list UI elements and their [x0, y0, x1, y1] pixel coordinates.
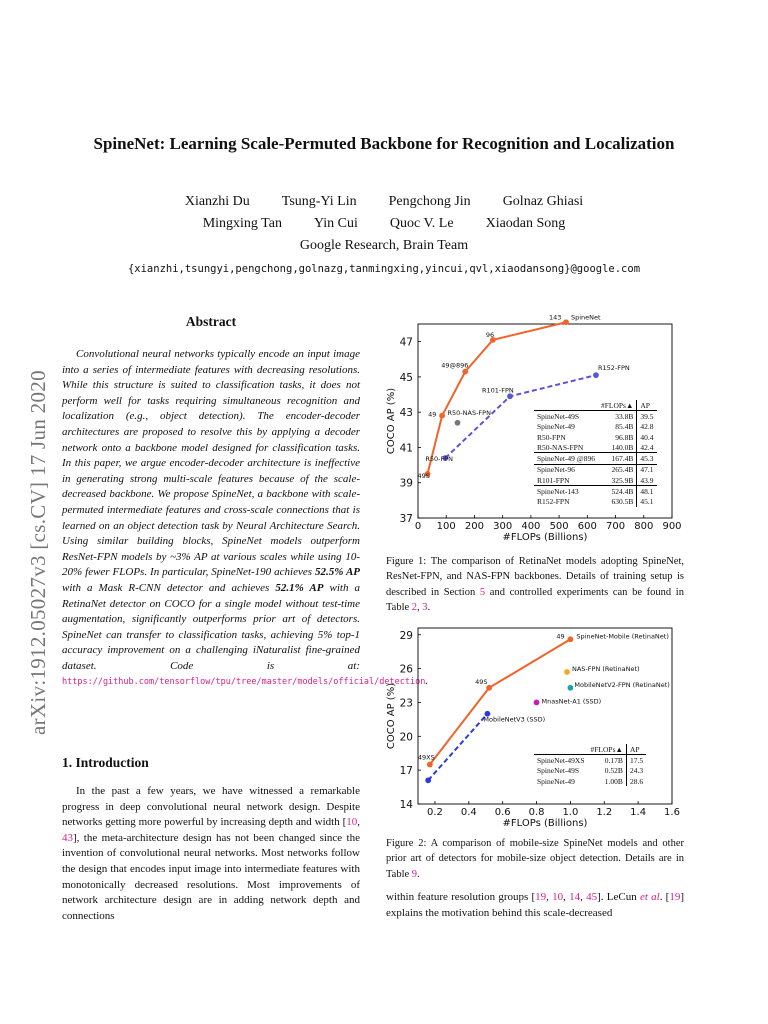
body-text: , [563, 891, 570, 903]
y-tick-label: 37 [399, 513, 413, 525]
table-header-cell [534, 744, 588, 755]
code-link[interactable]: https://github.com/tensorflow/tpu/tree/master/models/official/detection [62, 677, 426, 688]
author: Quoc V. Le [389, 216, 454, 231]
table-cell: 47.1 [637, 464, 657, 475]
x-tick-label: 1.4 [630, 807, 647, 818]
table-cell: 265.4B [598, 464, 637, 475]
y-tick-label: 23 [399, 697, 413, 710]
body-text: , [580, 891, 587, 903]
caption-text: and controlled experiments can be found in Table [386, 586, 684, 614]
author: Pengchong Jin [388, 194, 471, 209]
table-header-cell: AP [637, 400, 657, 411]
table-header-cell: AP [626, 744, 646, 755]
data-point [455, 420, 461, 426]
abstract-highlight: 52.1% AP [275, 581, 324, 594]
table-cell: 45.1 [637, 497, 657, 507]
table-row [534, 486, 657, 497]
caption-text: . [417, 868, 420, 880]
data-point [563, 319, 569, 325]
body-text-column-2 [386, 890, 684, 921]
table-row [534, 497, 657, 507]
table-cell: 0.17B [604, 755, 623, 765]
table-cell: 96.8B [615, 432, 634, 442]
table-cell: 33.8B [615, 411, 634, 421]
x-tick-label: 0 [414, 521, 422, 532]
author: Yin Cui [313, 216, 358, 231]
table-row [534, 776, 646, 786]
arxiv-identifier: arXiv:1912.05027v3 [cs.CV] 17 Jun 2020 [26, 370, 50, 735]
table-header-row [534, 400, 657, 411]
author: Mingxing Tan [202, 216, 282, 231]
table-cell: 17.5 [626, 755, 646, 766]
table-cell: R50-FPN [537, 432, 566, 442]
author-emails: {xianzhi,tsungyi,pengchong,golnazg,tanmingxing,yincui,qvl,xiaodansong}@google.com [127, 263, 641, 275]
point-label: 96 [485, 330, 495, 339]
author: Xianzhi Du [184, 194, 250, 209]
y-tick-label: 41 [399, 442, 413, 455]
table-cell: R50-NAS-FPN [537, 442, 584, 452]
x-tick-label: 100 [436, 521, 456, 532]
table-cell: 0.52B [604, 766, 623, 776]
table-cell: 42.8 [637, 422, 657, 432]
y-axis-label: COCO AP (%) [386, 682, 397, 750]
point-label: MobileNetV2-FPN (RetinaNet) [574, 680, 670, 689]
data-point [425, 777, 431, 783]
x-tick-label: 1.2 [596, 807, 613, 818]
point-label: R152-FPN [597, 364, 630, 373]
y-tick-label: 39 [399, 477, 413, 490]
figure-1-caption [386, 554, 684, 616]
intro-body [62, 784, 360, 924]
table-cell: 45.3 [637, 453, 657, 464]
figure-2-chart [380, 622, 690, 829]
abstract-highlight: 52.5% AP [314, 566, 360, 579]
table-header-row [534, 744, 646, 755]
author: Xiaodan Song [485, 216, 566, 231]
citation-link[interactable]: 19 [535, 891, 547, 903]
y-tick-label: 45 [399, 371, 413, 384]
abstract-text: with a RetinaNet detector on COCO for a single model without test-time augmentation, significantly outperforms prior art of detectors. SpineNet can transfer to classification tasks, achieving 5% top-1 accuracy improvement on a challenging iNaturalist fine-grained dataset. Code is at: [62, 581, 360, 672]
intro-text: In the past a few years, we have witnessed a remarkable progress in deep convolutional neural network design. Despite networks getting more powerful by increasing depth and width [ [62, 785, 360, 829]
table-row [534, 464, 657, 475]
body-text: ] explains the motivation behind this scale-decreased [386, 891, 685, 919]
figure-2-table [534, 744, 646, 786]
table-cell: R101-FPN [537, 475, 570, 485]
point-label: MnasNet-A1 (SSD) [541, 697, 602, 706]
point-label: R101-FPN [481, 386, 514, 395]
abstract-text: . [425, 675, 429, 688]
abstract-text: with a Mask R-CNN detector and achieves [62, 581, 276, 594]
paper-title: SpineNet: Learning Scale-Permuted Backbone for Recognition and Localization [93, 134, 675, 153]
point-label: NAS-FPN (RetinaNet) [572, 665, 640, 673]
table-cell: 40.4 [637, 432, 657, 442]
y-tick-label: 26 [399, 663, 413, 676]
point-label: MobileNetV3 (SSD) [483, 715, 546, 724]
series-name-label: SpineNet-Mobile (RetinaNet) [576, 632, 669, 641]
point-label: 143 [548, 313, 562, 322]
data-point [534, 700, 540, 706]
citation-link[interactable]: 45 [586, 891, 598, 903]
author: Golnaz Ghiasi [502, 194, 584, 209]
table-cell: 39.5 [637, 411, 657, 422]
table-cell: SpineNet-49S [537, 411, 580, 421]
y-tick-label: 29 [399, 629, 413, 642]
table-row [534, 422, 657, 432]
table-cell: 43.9 [637, 475, 657, 486]
table-cell: 524.4B [598, 486, 637, 497]
author: Tsung-Yi Lin [281, 194, 357, 209]
citation-link[interactable]: 14 [569, 891, 581, 903]
intro-text: , [357, 816, 360, 829]
y-tick-label: 43 [399, 407, 413, 420]
table-cell: 28.6 [626, 776, 646, 786]
table-ref-link[interactable]: 2 [411, 602, 418, 614]
x-tick-label: 0.2 [426, 807, 443, 818]
figure-2-caption [386, 836, 684, 882]
x-tick-label: 500 [549, 521, 569, 532]
table-row [534, 432, 657, 442]
x-tick-label: 0.8 [528, 807, 545, 818]
x-tick-label: 400 [521, 521, 541, 532]
x-axis-label: #FLOPs (Billions) [502, 818, 588, 829]
y-tick-label: 17 [399, 765, 413, 778]
table-row [534, 766, 646, 776]
citation-link[interactable]: 10 [552, 891, 564, 903]
table-header-cell: #FLOPs▲ [598, 400, 637, 411]
point-label: 49@896 [441, 361, 469, 370]
authors-row-1 [0, 194, 768, 210]
table-row [534, 475, 657, 486]
x-tick-label: 700 [606, 521, 626, 532]
table-cell: 325.9B [611, 475, 634, 485]
point-label: 49S [475, 677, 488, 686]
table-header-cell: #FLOPs▲ [588, 744, 627, 755]
y-tick-label: 14 [399, 799, 413, 811]
table-cell: 1.00B [604, 776, 623, 786]
table-header-cell [534, 400, 598, 411]
y-tick-label: 20 [399, 731, 413, 744]
table-row [534, 442, 657, 453]
section-heading-introduction: 1. Introduction [62, 755, 149, 770]
y-tick-label: 47 [399, 336, 413, 349]
x-tick-label: 1.0 [562, 807, 579, 818]
table-cell: 48.1 [637, 486, 657, 497]
citation-link[interactable]: et al [639, 891, 660, 903]
point-label: R50-NAS-FPN [447, 408, 491, 417]
affiliation: Google Research, Brain Team [299, 238, 469, 253]
table-cell: 42.4 [637, 442, 657, 453]
table-cell: SpineNet-143 [534, 486, 598, 497]
table-cell: 167.4B [598, 453, 637, 464]
body-text: . [ [659, 891, 670, 903]
point-label: 49 [556, 632, 565, 641]
caption-text: Figure 1: The comparison of RetinaNet models adopting SpineNet, ResNet-FPN, and NAS-FPN backbones. Details of training setup is described in Section [386, 556, 684, 598]
caption-text: Figure 2: A comparison of mobile-size SpineNet models and other prior art of detectors for mobile-size object detection. Details are in Table [386, 838, 684, 880]
table-cell: SpineNet-49 @896 [534, 453, 598, 464]
x-tick-label: 0.6 [494, 807, 511, 818]
point-label: 49XS [417, 753, 435, 762]
table-cell: SpineNet-49XS [537, 755, 585, 765]
table-ref-link[interactable]: 9 [411, 868, 418, 880]
table-row [534, 453, 657, 464]
y-axis-label: COCO AP (%) [386, 387, 397, 455]
data-point [439, 413, 445, 419]
series-line [428, 714, 487, 781]
x-tick-label: 600 [577, 521, 597, 532]
x-tick-label: 300 [493, 521, 513, 532]
figure-1-table [534, 400, 657, 507]
data-point [564, 669, 570, 675]
table-ref-link[interactable]: 3 [422, 602, 428, 614]
citation-link[interactable]: 43 [62, 831, 73, 844]
data-point [593, 372, 599, 378]
table-cell: 85.4B [615, 422, 634, 432]
table-row [534, 411, 657, 422]
body-text: , [546, 891, 553, 903]
caption-text: , [417, 602, 423, 614]
table-cell: SpineNet-49S [537, 766, 580, 776]
x-tick-label: 200 [464, 521, 484, 532]
x-axis-label: #FLOPs (Billions) [502, 532, 588, 543]
point-label: 49 [428, 410, 437, 419]
caption-text: . [427, 602, 431, 614]
table-cell: 24.3 [626, 766, 646, 776]
authors-row-2 [0, 216, 768, 232]
data-point [568, 636, 574, 642]
body-text: ]. LeCun [597, 891, 640, 903]
x-tick-label: 800 [634, 521, 654, 532]
x-tick-label: 0.4 [460, 807, 477, 818]
series-name-label: SpineNet [570, 313, 601, 322]
abstract-heading: Abstract [185, 314, 237, 329]
body-text: within feature resolution groups [ [386, 891, 536, 903]
citation-link[interactable]: 19 [669, 891, 681, 903]
point-label: R50-FPN [425, 455, 453, 464]
table-cell: SpineNet-49 [537, 776, 575, 786]
x-tick-label: 900 [662, 521, 682, 532]
table-row [534, 755, 646, 766]
data-point [568, 685, 574, 691]
table-cell: SpineNet-49 [537, 422, 575, 432]
intro-text: ], the meta-architecture design has not been changed since the invention of convolutional neural networks. Most networks follow the design that encodes input image into intermediate features with monotonically decreased resolutions. Most improvements of network architecture design are in adding network depth and connections [62, 831, 360, 922]
x-tick-label: 1.6 [664, 807, 680, 818]
table-cell: R152-FPN [537, 497, 570, 507]
data-point [427, 762, 433, 768]
abstract-text: Convolutional neural networks typically encode an input image into a series of intermediate features with decreasing resolutions. While this structure is suited to classification tasks, it does not perform well for tasks requiring simultaneous recognition and localization (e.g., object detection). The encoder-decoder architectures are proposed to resolve this by applying a decoder network onto a backbone model designed for classification tasks. In this paper, we argue encoder-decoder architecture is ineffective in generating strong multi-scale features because of the scale-decreased backbone. We propose SpineNet, a backbone with scale-permuted intermediate features and cross-scale connections that is learned on an object detection task by Neural Architecture Search. Using similar building blocks, SpineNet models outperform ResNet-FPN models by ~3% AP at various scales while using 10-20% fewer FLOPs. In particular, SpineNet-190 achieves [62, 348, 360, 579]
table-cell: 630.5B [611, 497, 634, 507]
table-cell: 140.0B [611, 442, 634, 452]
citation-link[interactable]: 10 [346, 816, 358, 829]
point-label: 49S [417, 471, 430, 480]
section-ref-link[interactable]: 5 [479, 586, 486, 598]
table-cell: SpineNet-96 [534, 464, 598, 475]
